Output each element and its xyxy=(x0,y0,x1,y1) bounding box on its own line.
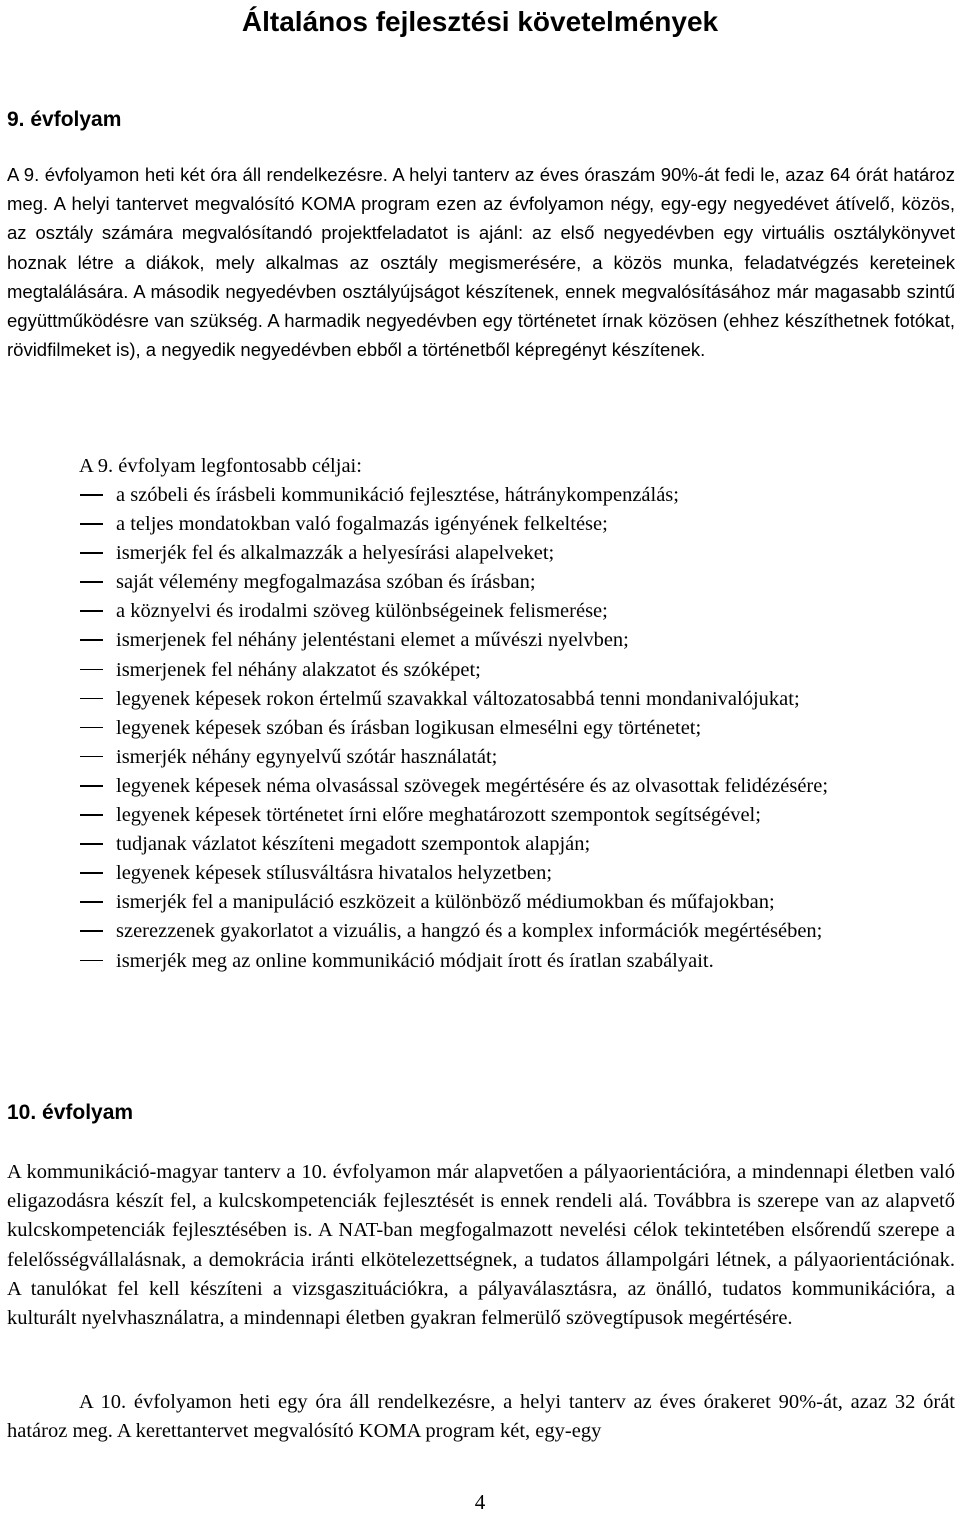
goal-text: ismerjenek fel néhány jelentéstani elemet a művészi nyelvben; xyxy=(116,629,629,652)
goal-item xyxy=(72,481,956,510)
goal-item xyxy=(72,568,956,597)
dash-bullet xyxy=(80,960,103,962)
goal-text: ismerjék néhány egynyelvű szótár használatát; xyxy=(116,745,498,768)
goal-text: legyenek képesek néma olvasással szövegek megértésére és az olvasottak felidézésére; xyxy=(116,774,829,797)
dash-bullet xyxy=(80,901,103,903)
goals-list xyxy=(72,481,956,976)
goal-item xyxy=(72,685,956,714)
goal-item xyxy=(72,772,956,801)
goal-text: szerezzenek gyakorlatot a vizuális, a hangzó és a komplex információk megértésében; xyxy=(116,920,823,943)
goal-text: tudjanak vázlatot készíteni megadott szempontok alapján; xyxy=(116,833,591,856)
goal-text: a teljes mondatokban való fogalmazás igényének felkeltése; xyxy=(116,513,608,536)
goal-item xyxy=(72,656,956,685)
goal-item xyxy=(72,917,956,946)
dash-bullet xyxy=(80,872,103,874)
goal-item xyxy=(72,888,956,917)
dash-bullet xyxy=(80,727,103,729)
goal-item xyxy=(72,510,956,539)
goal-item xyxy=(72,947,956,976)
goal-text: ismerjék fel a manipuláció eszközeit a különböző médiumokban és műfajokban; xyxy=(116,891,775,914)
goal-text: legyenek képesek szóban és írásban logikusan elmesélni egy történetet; xyxy=(116,716,702,739)
dash-bullet xyxy=(80,756,103,758)
dash-bullet xyxy=(80,669,103,671)
goals-title: A 9. évfolyam legfontosabb céljai: xyxy=(79,455,362,477)
goal-text: a szóbeli és írásbeli kommunikáció fejlesztése, hátránykompenzálás; xyxy=(116,484,679,506)
page-number: 4 xyxy=(474,1490,486,1514)
section-10-paragraph-2: A 10. évfolyamon heti egy óra áll rendelkezésre, a helyi tanterv az éves órakeret 90%-át, azaz 32 órát határoz meg. A kerettantervet megvalósító KOMA program két, egy-egy xyxy=(7,1391,955,1443)
document-title: Általános fejlesztési követelmények xyxy=(241,6,719,37)
dash-bullet xyxy=(80,581,103,583)
dash-bullet xyxy=(80,523,103,525)
goal-text: ismerjenek fel néhány alakzatot és szóképet; xyxy=(116,658,481,681)
goal-text: a köznyelvi és irodalmi szöveg különbségeinek felismerése; xyxy=(116,600,608,623)
dash-bullet xyxy=(80,610,103,612)
dash-bullet xyxy=(80,785,103,787)
goal-item xyxy=(72,714,956,743)
dash-bullet xyxy=(80,698,103,700)
section-heading-10: 10. évfolyam xyxy=(7,1101,134,1124)
goal-text: ismerjék meg az online kommunikáció módjait írott és íratlan szabályait. xyxy=(116,949,714,972)
dash-bullet xyxy=(80,494,103,496)
dash-bullet xyxy=(80,814,103,816)
section-9-intro: A 9. évfolyamon heti két óra áll rendelkezésre. A helyi tanterv az éves óraszám 90%-át fedi le, azaz 64 órát határoz meg. A helyi tantervet megvalósító KOMA program ezen az évfolyamon négy, egy-egy negyedévet átívelő, közös, az osztály számára megvalósítandó projektfeladatot is ajánl: az első negyedévben egy virtuális osztálykönyvet hoznak létre a diákok, mely alkalmas az osztály megismerésére, a közös munka, feladatvégzés kereteinek megtalálására. A második negyedévben osztályújságot készítenek, ennek megvalósításához már magasabb szintű együttműködésre van szükség. A harmadik negyedévben egy történetet írnak közösen (ehhez készíthetnek fotókat, rövidfilmeket is), a negyedik negyedévben ebből a történetből képregényt készítenek. xyxy=(7,164,955,361)
goal-item xyxy=(72,539,956,568)
goal-text: ismerjék fel és alkalmazzák a helyesírási alapelveket; xyxy=(116,542,555,565)
dash-bullet xyxy=(80,843,103,845)
goal-item xyxy=(72,597,956,626)
goal-item xyxy=(72,743,956,772)
goal-text: legyenek képesek rokon értelmű szavakkal változatosabbá tenni mondanivalójukat; xyxy=(116,687,800,710)
goal-item xyxy=(72,626,956,655)
dash-bullet xyxy=(80,930,103,932)
dash-bullet xyxy=(80,639,103,641)
goal-text: legyenek képesek történetet írni előre meghatározott szempontok segítségével; xyxy=(116,804,761,827)
dash-bullet xyxy=(80,552,103,554)
section-heading-9: 9. évfolyam xyxy=(7,108,122,131)
goal-item xyxy=(72,801,956,830)
goal-text: legyenek képesek stílusváltásra hivatalos helyzetben; xyxy=(116,862,553,885)
goal-item xyxy=(72,859,956,888)
section-10-paragraph-1: A kommunikáció-magyar tanterv a 10. évfolyamon már alapvetően a pályaorientációra, a mindennapi életben való eligazodásra készít fel, a kulcskompetenciák fejlesztését is ennek rendeli alá. Továbbra is szerepe van az alapvető kulcskompetenciák fejlesztésében is. A NAT-ban megfogalmazott nevelési célok tekintetében elsőrendű szerepe a felelősségvállalásnak, a demokrácia iránti elkötelezettségnek, a tudatos állampolgári létnek, a pályaorientációnak. A tanulókat fel kell készíteni a vizsgaszituációkra, a pályaválasztásra, az önálló, tudatos kommunikációra, a kulturált nyelvhasználatra, a mindennapi életben gyakran felmerülő szövegtípusok megértésére. xyxy=(7,1161,955,1330)
goal-item xyxy=(72,830,956,859)
goal-text: saját vélemény megfogalmazása szóban és írásban; xyxy=(116,571,536,594)
